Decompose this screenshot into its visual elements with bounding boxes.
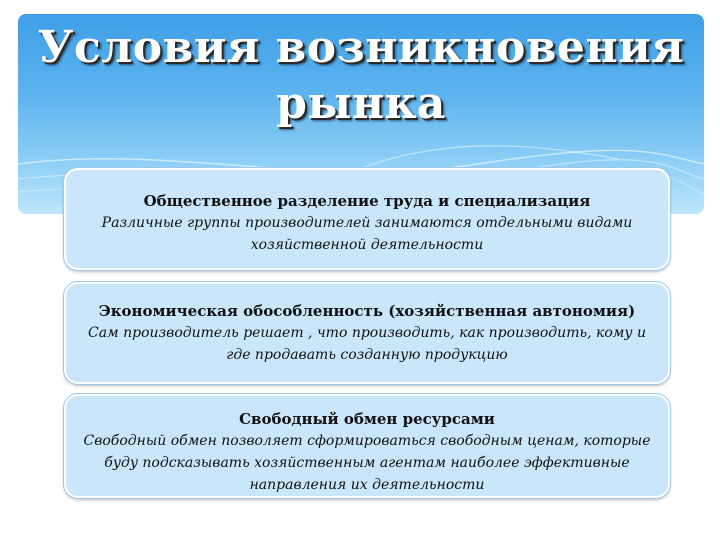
page-title [18,20,704,132]
page-title-line2: рынка [276,78,446,129]
card-text: Различные группы производителей занимаются отдельными видами хозяйственной деятельности [101,215,633,253]
condition-card-free-exchange [64,394,670,498]
card-title: Общественное разделение труда и специализация [143,192,591,210]
card-text: Свободный обмен позволяет сформироваться свободным ценам, которые буду подсказывать хозяйственным агентам наиболее эффективные направления их деятельности [83,433,651,493]
condition-card-division-of-labor [64,168,670,270]
card-title: Экономическая обособленность (хозяйственная автономия) [98,302,636,320]
card-text: Сам производитель решает , что производить, как производить, кому и где продавать созданную продукцию [88,325,646,363]
card-title: Свободный обмен ресурсами [239,410,495,428]
condition-card-economic-autonomy [64,282,670,384]
page-title-line1: Условия возникновения [37,22,685,73]
